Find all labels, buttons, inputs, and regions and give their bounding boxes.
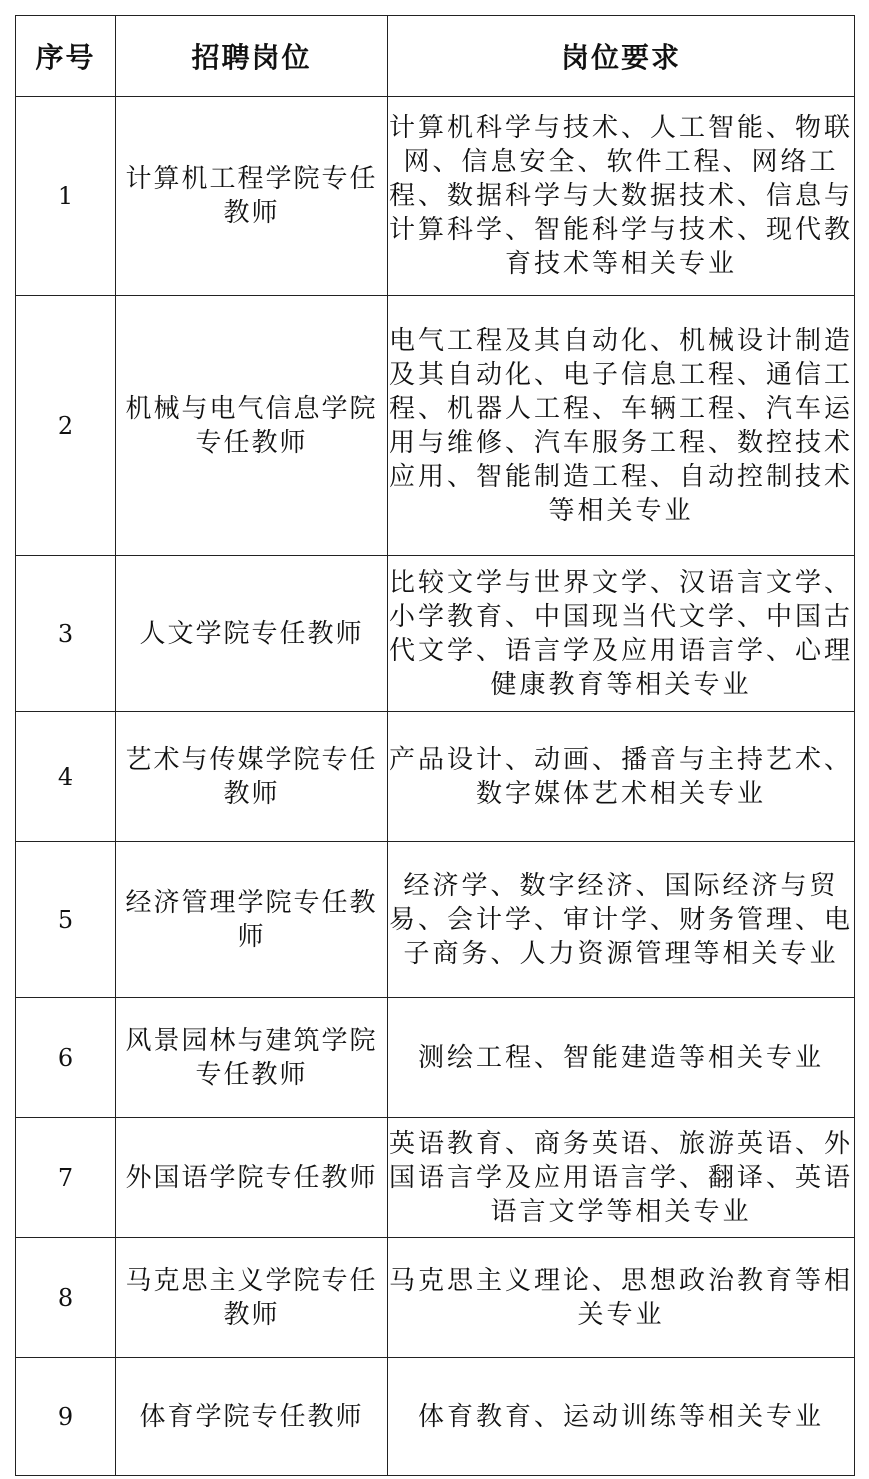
- row-requirements: [388, 998, 855, 1118]
- table-row: [16, 1358, 855, 1476]
- row-no: 7: [16, 1118, 116, 1238]
- row-no: 6: [16, 998, 116, 1118]
- table-row: [16, 1118, 855, 1238]
- row-requirements: [388, 97, 855, 296]
- row-no: 8: [16, 1238, 116, 1358]
- row-no: 3: [16, 556, 116, 712]
- row-position: [116, 1238, 388, 1358]
- row-requirements: [388, 1358, 855, 1476]
- requirements-text: 体育教育、运动训练等相关专业: [417, 1401, 824, 1432]
- row-no: 9: [16, 1358, 116, 1476]
- position-text: 人文学院专任教师: [139, 618, 364, 649]
- position-text: 计算机工程学院专任教师: [125, 164, 378, 228]
- requirements-text: 马克思主义理论、思想政治教育等相关专业: [388, 1265, 853, 1330]
- position-text: 外国语学院专任教师: [125, 1162, 378, 1193]
- row-position: [116, 556, 388, 712]
- row-requirements: [388, 296, 855, 556]
- requirements-text: 测绘工程、智能建造等相关专业: [417, 1042, 824, 1073]
- requirements-text: 经济学、数字经济、国际经济与贸易、会计学、审计学、财务管理、电子商务、人力资源管理等相关专业: [388, 870, 853, 969]
- table-row: [16, 296, 855, 556]
- row-no: 1: [16, 97, 116, 296]
- position-text: 风景园林与建筑学院专任教师: [125, 1025, 378, 1090]
- header-requirements: 岗位要求: [388, 16, 855, 97]
- row-no: 5: [16, 842, 116, 998]
- requirements-text: 计算机科学与技术、人工智能、物联网、信息安全、软件工程、网络工程、数据科学与大数据技术、信息与计算科学、智能科学与技术、现代教育技术等相关专业: [388, 113, 853, 279]
- requirements-text: 电气工程及其自动化、机械设计制造及其自动化、电子信息工程、通信工程、机器人工程、车辆工程、汽车运用与维修、汽车服务工程、数控技术应用、智能制造工程、自动控制技术等相关专业: [388, 325, 853, 526]
- row-requirements: [388, 842, 855, 998]
- table-header-row: [16, 16, 855, 97]
- table-row: [16, 97, 855, 296]
- row-position: [116, 1118, 388, 1238]
- position-text: 马克思主义学院专任教师: [125, 1265, 378, 1330]
- row-position: [116, 296, 388, 556]
- recruitment-table: [15, 15, 855, 1476]
- requirements-text: 比较文学与世界文学、汉语言文学、小学教育、中国现当代文学、中国古代文学、语言学及应用语言学、心理健康教育等相关专业: [388, 567, 853, 700]
- requirements-text: 产品设计、动画、播音与主持艺术、数字媒体艺术相关专业: [388, 744, 853, 809]
- row-no: 4: [16, 712, 116, 842]
- row-requirements: [388, 1118, 855, 1238]
- position-text: 经济管理学院专任教师: [125, 887, 378, 952]
- row-requirements: [388, 1238, 855, 1358]
- table-row: [16, 712, 855, 842]
- row-no: 2: [16, 296, 116, 556]
- row-position: [116, 1358, 388, 1476]
- position-text: 机械与电气信息学院专任教师: [125, 393, 378, 458]
- table-row: [16, 998, 855, 1118]
- position-text: 体育学院专任教师: [139, 1401, 364, 1432]
- table-row: [16, 1238, 855, 1358]
- header-no: 序号: [16, 16, 116, 97]
- position-text: 艺术与传媒学院专任教师: [125, 744, 378, 809]
- row-position: [116, 842, 388, 998]
- row-position: [116, 712, 388, 842]
- row-position: [116, 97, 388, 296]
- row-requirements: [388, 712, 855, 842]
- row-requirements: [388, 556, 855, 712]
- row-position: [116, 998, 388, 1118]
- header-position: 招聘岗位: [116, 16, 388, 97]
- requirements-text: 英语教育、商务英语、旅游英语、外国语言学及应用语言学、翻译、英语语言文学等相关专业: [388, 1128, 853, 1227]
- table-row: [16, 556, 855, 712]
- table-row: [16, 842, 855, 998]
